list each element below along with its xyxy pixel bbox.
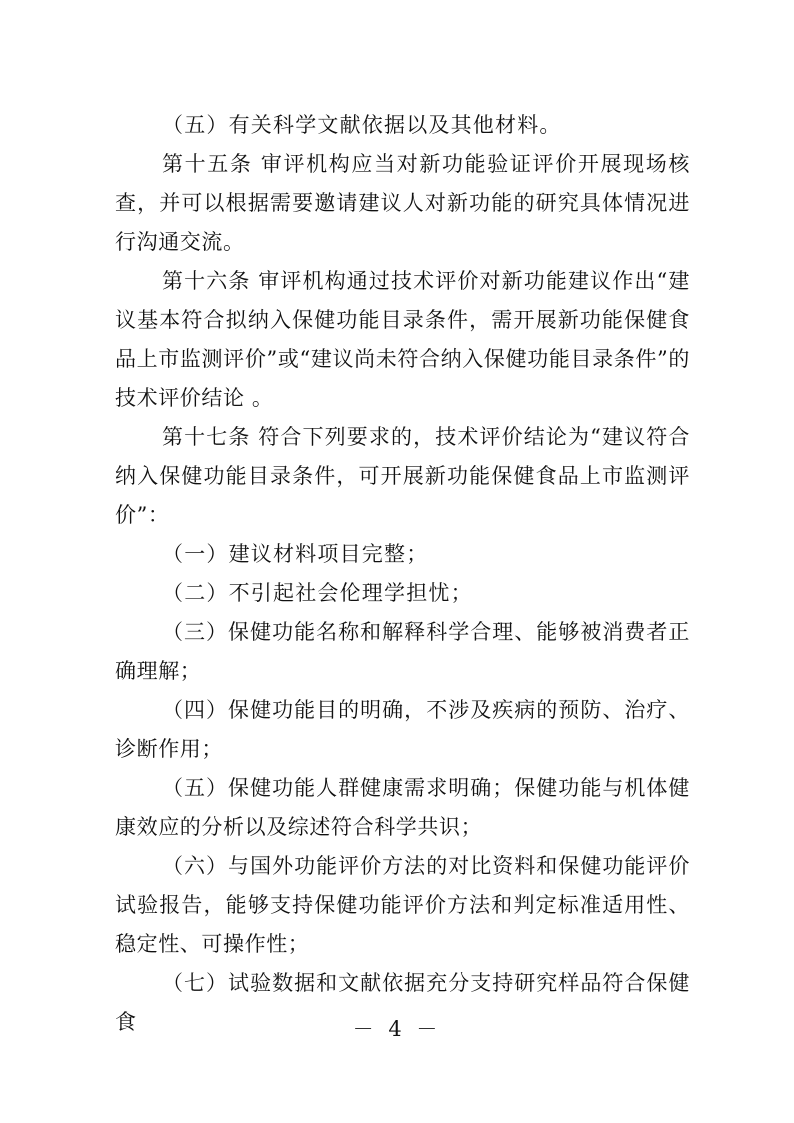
list-item-6: （六）与国外功能评价方法的对比资料和保健功能评价试验报告，能够支持保健功能评价方法和判定标准适用性、稳定性、可操作性； bbox=[115, 854, 690, 956]
paragraph-article-16: 第十六条 审评机构通过技术评价对新功能建议作出“建议基本符合拟纳入保健功能目录条件，需开展新功能保健食品上市监测评价”或“建议尚未符合纳入保健功能目录条件”的技术评价结论 。 bbox=[115, 269, 690, 410]
list-item-4: （四）保健功能目的明确，不涉及疾病的预防、治疗、诊断作用； bbox=[115, 698, 690, 761]
list-item-5: （五）保健功能人群健康需求明确；保健功能与机体健康效应的分析以及综述符合科学共识； bbox=[115, 776, 690, 839]
body-text bbox=[115, 106, 690, 1042]
list-item-7: （七）试验数据和文献依据充分支持研究样品符合保健食 bbox=[115, 971, 690, 1034]
paragraph-1: （五）有关科学文献依据以及其他材料。 bbox=[162, 113, 562, 137]
paragraph-article-15: 第十五条 审评机构应当对新功能验证评价开展现场核查，并可以根据需要邀请建议人对新功能的研究具体情况进行沟通交流。 bbox=[115, 152, 690, 254]
page-number: － 4 － bbox=[352, 1017, 442, 1041]
list-item-1: （一）建议材料项目完整； bbox=[162, 542, 429, 566]
list-item-2: （二）不引起社会伦理学担忧； bbox=[162, 581, 473, 605]
paragraph-article-17: 第十七条 符合下列要求的，技术评价结论为“建议符合纳入保健功能目录条件，可开展新功能保健食品上市监测评价”： bbox=[115, 425, 690, 527]
list-item-3: （三）保健功能名称和解释科学合理、能够被消费者正确理解； bbox=[115, 620, 690, 683]
